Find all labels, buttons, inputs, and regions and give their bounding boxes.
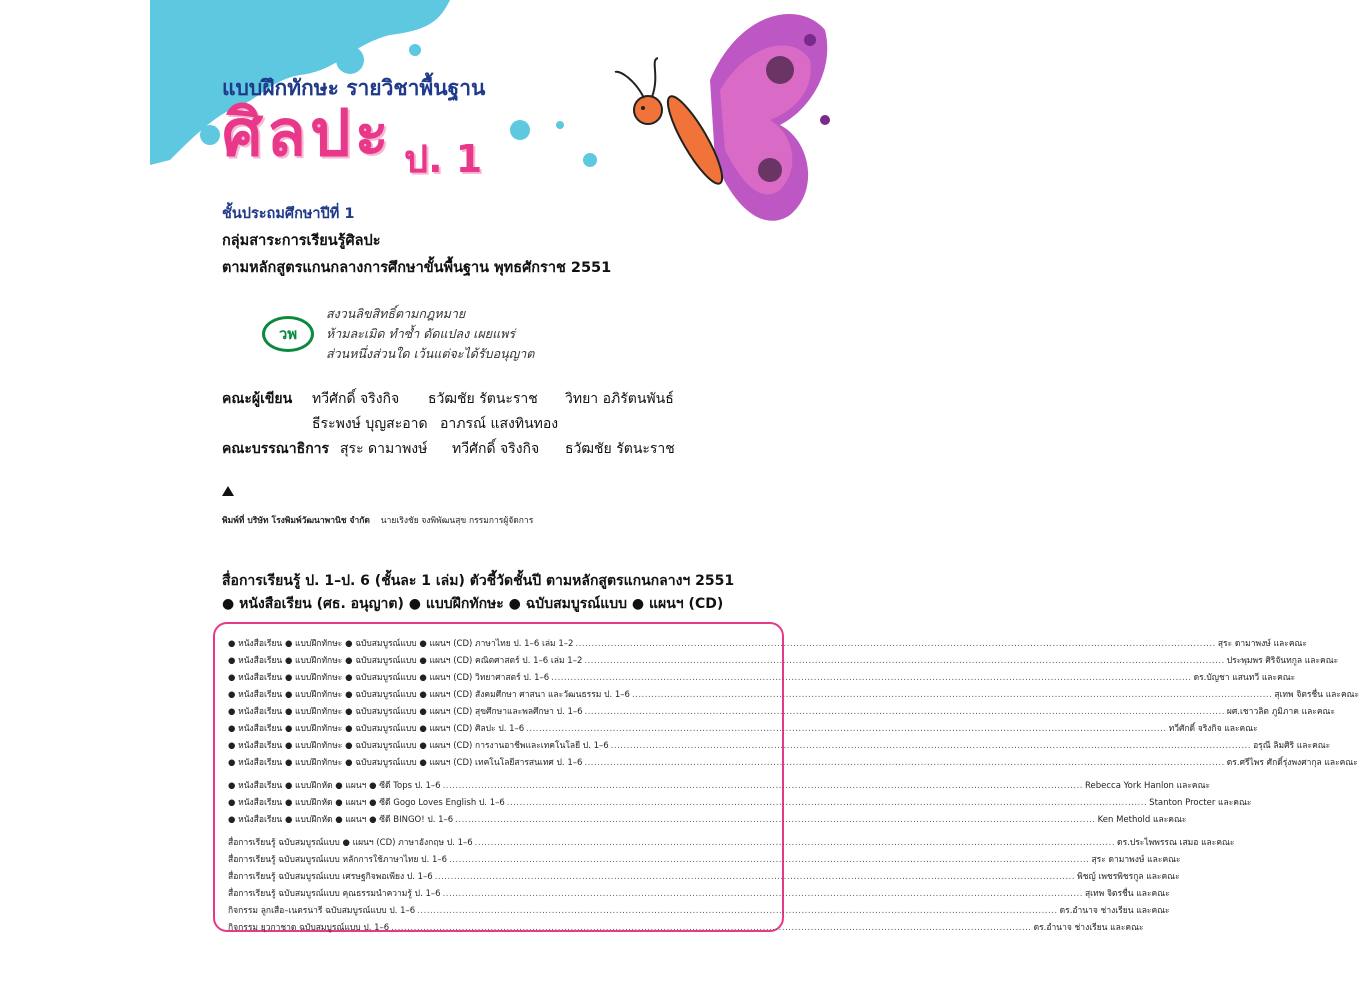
author-name: ทวีศักดิ์ จริงกิจ bbox=[312, 391, 400, 407]
book-list-item bbox=[228, 852, 1181, 866]
book-list-item-author: Rebecca York Hanlon และคณะ bbox=[1084, 781, 1211, 791]
subject-title: ศิลปะ bbox=[222, 97, 393, 171]
dot-leader: ........................................................................................................................................................................................................ bbox=[631, 690, 1273, 700]
grade-level: ชั้นประถมศึกษาปีที่ 1 bbox=[222, 206, 355, 222]
copyright-line: ห้ามละเมิด ทำซ้ำ ดัดแปลง เผยแพร่ bbox=[326, 326, 516, 341]
catalog-heading: สื่อการเรียนรู้ ป. 1–ป. 6 (ชั้นละ 1 เล่ม) ตัวชี้วัดชั้นปี ตามหลักสูตรแกนกลางฯ 2551 bbox=[222, 573, 735, 589]
publisher-logo: วพ bbox=[262, 316, 314, 352]
book-list-item-title: ● หนังสือเรียน ● แบบฝึกทักษะ ● ฉบับสมบูรณ์แบบ ● แผนฯ (CD) วิทยาศาสตร์ ป. 1–6 bbox=[228, 673, 550, 683]
editors-label: คณะบรรณาธิการ bbox=[222, 441, 330, 457]
dot-leader: ........................................................................................................................................................................................................ bbox=[434, 872, 1076, 882]
book-list-item-title: กิจกรรม ลูกเสือ–เนตรนารี ฉบับสมบูรณ์แบบ ป. 1–6 bbox=[228, 906, 416, 916]
book-list-item-author: สุระ ดามาพงษ์ และคณะ bbox=[1091, 855, 1181, 865]
book-list-item bbox=[228, 687, 1359, 701]
book-list-item bbox=[228, 738, 1331, 752]
book-list-item-title: ● หนังสือเรียน ● แบบฝึกทักษะ ● ฉบับสมบูรณ์แบบ ● แผนฯ (CD) เทคโนโลยีสารสนเทศ ป. 1–6 bbox=[228, 758, 583, 768]
book-list-item-title: สื่อการเรียนรู้ ฉบับสมบูรณ์แบบ เศรษฐกิจพอเพียง ป. 1–6 bbox=[228, 872, 433, 882]
book-list-item bbox=[228, 903, 1170, 917]
dot-leader: ........................................................................................................................................................................................................ bbox=[575, 639, 1216, 649]
book-list-item bbox=[228, 869, 1180, 883]
grade-title: ป. 1 bbox=[404, 137, 483, 181]
blue-dots bbox=[500, 110, 620, 170]
book-list-item-author: สุเทพ จิตรชื่น และคณะ bbox=[1084, 889, 1170, 899]
book-list-item-title: ● หนังสือเรียน ● แบบฝึกหัด ● แผนฯ ● ซีดี Gogo Loves English ป. 1–6 bbox=[228, 798, 505, 808]
editor-name: สุระ ดามาพงษ์ bbox=[340, 441, 428, 457]
book-list-item-author: Stanton Procter และคณะ bbox=[1149, 798, 1252, 808]
butterfly-illustration bbox=[610, 0, 840, 240]
dot-leader: ........................................................................................................................................................................................................ bbox=[442, 889, 1083, 899]
dot-leader: ........................................................................................................................................................................................................ bbox=[455, 815, 1096, 825]
book-list-item-author: ดร.บัญชา แสนทวี และคณะ bbox=[1193, 673, 1296, 683]
catalog-types: ● หนังสือเรียน (ศธ. อนุญาต) ● แบบฝึกทักษะ ● ฉบับสมบูรณ์แบบ ● แผนฯ (CD) bbox=[222, 596, 724, 612]
dot-leader: ........................................................................................................................................................................................................ bbox=[610, 741, 1252, 751]
book-list-item-author: สุเทพ จิตรชื่น และคณะ bbox=[1274, 690, 1359, 700]
copyright-line: สงวนลิขสิทธิ์ตามกฎหมาย bbox=[326, 306, 466, 321]
book-list-item-author: ผศ.เชาวลิต ภูมิภาค และคณะ bbox=[1226, 707, 1336, 717]
dot-leader: ........................................................................................................................................................................................................ bbox=[551, 673, 1192, 683]
book-list-item-author: ดร.ประไพพรรณ เสมอ และคณะ bbox=[1117, 838, 1235, 848]
author-name: ธวัฒชัย รัตนะราช bbox=[428, 391, 538, 407]
printer-label: พิมพ์ที่ บริษัท โรงพิมพ์วัฒนาพานิช จำกัด bbox=[222, 516, 370, 526]
author-name: ธีระพงษ์ บุญสะอาด bbox=[312, 416, 428, 432]
learning-area: กลุ่มสาระการเรียนรู้ศิลปะ bbox=[222, 233, 381, 249]
book-list-item-author: ดร.อำนาจ ช่างเรียน และคณะ bbox=[1059, 906, 1170, 916]
curriculum-line: ตามหลักสูตรแกนกลางการศึกษาขั้นพื้นฐาน พุทธศักราช 2551 bbox=[222, 260, 612, 276]
book-list-item-author: ดร.ศรีไพร ศักดิ์รุ่งพงศากุล และคณะ bbox=[1226, 758, 1358, 768]
book-list-item-title: ● หนังสือเรียน ● แบบฝึกทักษะ ● ฉบับสมบูรณ์แบบ ● แผนฯ (CD) การงานอาชีพและเทคโนโลยี ป. 1–6 bbox=[228, 741, 609, 751]
author-name: อาภรณ์ แสงทินทอง bbox=[440, 416, 559, 432]
dot-leader: ........................................................................................................................................................................................................ bbox=[584, 707, 1225, 717]
book-list-item-author: พิชญ์ เพชรพิชรกูล และคณะ bbox=[1077, 872, 1180, 882]
book-list-item-title: ● หนังสือเรียน ● แบบฝึกทักษะ ● ฉบับสมบูรณ์แบบ ● แผนฯ (CD) สุขศึกษาและพลศึกษา ป. 1–6 bbox=[228, 707, 583, 717]
book-list-item bbox=[228, 670, 1296, 684]
book-list-item-author: สุระ ดามาพงษ์ และคณะ bbox=[1217, 639, 1307, 649]
dot-leader: ........................................................................................................................................................................................................ bbox=[442, 781, 1083, 791]
book-list-item-title: สื่อการเรียนรู้ ฉบับสมบูรณ์แบบ หลักการใช้ภาษาไทย ป. 1–6 bbox=[228, 855, 448, 865]
printer-info bbox=[222, 513, 533, 527]
copyright-line: ส่วนหนึ่งส่วนใด เว้นแต่จะได้รับอนุญาต bbox=[326, 346, 535, 361]
book-list-item bbox=[228, 886, 1170, 900]
dot-leader: ........................................................................................................................................................................................................ bbox=[526, 724, 1167, 734]
triangle-icon bbox=[222, 486, 234, 496]
dot-leader: ........................................................................................................................................................................................................ bbox=[584, 656, 1225, 666]
book-list-item-title: ● หนังสือเรียน ● แบบฝึกหัด ● แผนฯ ● ซีดี Tops ป. 1–6 bbox=[228, 781, 441, 791]
book-list-item bbox=[228, 755, 1358, 769]
book-series-title: แบบฝึกทักษะ รายวิชาพื้นฐาน bbox=[222, 76, 486, 100]
book-list-item-title: ● หนังสือเรียน ● แบบฝึกทักษะ ● ฉบับสมบูรณ์แบบ ● แผนฯ (CD) สังคมศึกษา ศาสนา และวัฒนธรรม ป. 1–6 bbox=[228, 690, 630, 700]
book-list-item-title: ● หนังสือเรียน ● แบบฝึกทักษะ ● ฉบับสมบูรณ์แบบ ● แผนฯ (CD) คณิตศาสตร์ ป. 1–6 เล่ม 1–2 bbox=[228, 656, 583, 666]
book-list-item bbox=[228, 778, 1211, 792]
book-list-item-title: สื่อการเรียนรู้ ฉบับสมบูรณ์แบบ คุณธรรมนำความรู้ ป. 1–6 bbox=[228, 889, 441, 899]
dot-leader: ........................................................................................................................................................................................................ bbox=[584, 758, 1225, 768]
book-list-item bbox=[228, 835, 1235, 849]
book-list-item-author: อรุณี ลิมศิริ และคณะ bbox=[1253, 741, 1331, 751]
book-list-item-title: ● หนังสือเรียน ● แบบฝึกหัด ● แผนฯ ● ซีดี BINGO! ป. 1–6 bbox=[228, 815, 454, 825]
editor-name: ธวัฒชัย รัตนะราช bbox=[565, 441, 675, 457]
book-list-item-author: ดร.อำนาจ ช่างเรียน และคณะ bbox=[1033, 923, 1144, 933]
book-list-item bbox=[228, 920, 1144, 934]
dot-leader: ........................................................................................................................................................................................................ bbox=[391, 923, 1032, 933]
book-list-item-title: ● หนังสือเรียน ● แบบฝึกทักษะ ● ฉบับสมบูรณ์แบบ ● แผนฯ (CD) ภาษาไทย ป. 1–6 เล่ม 1–2 bbox=[228, 639, 574, 649]
book-list-item-title: กิจกรรม ยุวกาชาด ฉบับสมบูรณ์แบบ ป. 1–6 bbox=[228, 923, 390, 933]
book-list-item-author: ประพุมพร ศิริจันทกูล และคณะ bbox=[1226, 656, 1339, 666]
printer-person: นายเริงชัย จงพิพัฒนสุข กรรมการผู้จัดการ bbox=[380, 516, 534, 526]
dot-leader: ........................................................................................................................................................................................................ bbox=[449, 855, 1090, 865]
book-list-item-author: Ken Methold และคณะ bbox=[1097, 815, 1187, 825]
dot-leader: ........................................................................................................................................................................................................ bbox=[474, 838, 1116, 848]
dot-leader: ........................................................................................................................................................................................................ bbox=[417, 906, 1058, 916]
editor-name: ทวีศักดิ์ จริงกิจ bbox=[452, 441, 540, 457]
book-list-item-author: ทวีศักดิ์ จริงกิจ และคณะ bbox=[1168, 724, 1258, 734]
book-list-item bbox=[228, 721, 1258, 735]
book-list-item bbox=[228, 704, 1336, 718]
dot-leader: ........................................................................................................................................................................................................ bbox=[506, 798, 1148, 808]
author-name: วิทยา อภิรัตนพันธ์ bbox=[565, 391, 674, 407]
authors-label: คณะผู้เขียน bbox=[222, 391, 293, 407]
book-list-item bbox=[228, 636, 1307, 650]
book-list-item-title: ● หนังสือเรียน ● แบบฝึกทักษะ ● ฉบับสมบูรณ์แบบ ● แผนฯ (CD) ศิลปะ ป. 1–6 bbox=[228, 724, 525, 734]
book-list-item bbox=[228, 795, 1252, 809]
book-list-item bbox=[228, 653, 1339, 667]
book-list-item bbox=[228, 812, 1187, 826]
book-list-item-title: สื่อการเรียนรู้ ฉบับสมบูรณ์แบบ ● แผนฯ (CD) ภาษาอังกฤษ ป. 1–6 bbox=[228, 838, 473, 848]
